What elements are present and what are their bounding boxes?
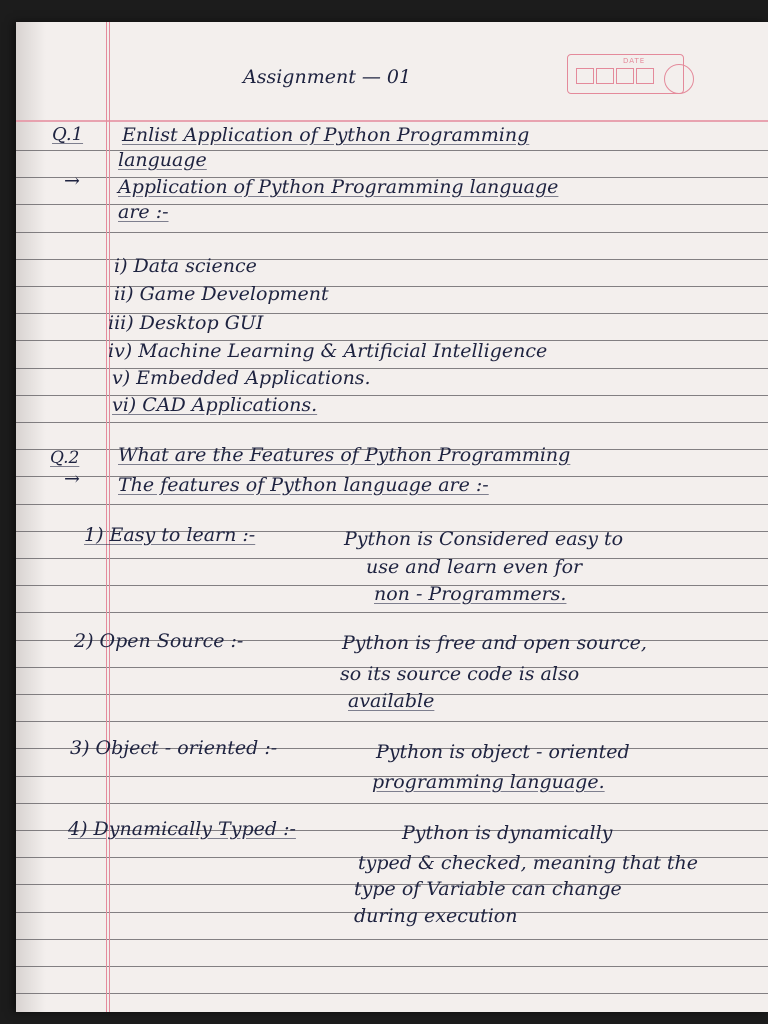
date-cell [636, 68, 654, 84]
q2-answer-intro: The features of Python language are :- [118, 474, 489, 496]
ruled-line [16, 504, 768, 505]
q1-question-line1: Enlist Application of Python Programming [122, 124, 530, 146]
q1-answer-line1: Application of Python Programming language [118, 176, 559, 198]
date-circle [664, 64, 694, 94]
feature-label: 2) Open Source :- [74, 630, 244, 652]
feature-line: programming language. [372, 771, 605, 793]
feature-label: 3) Object - oriented :- [70, 737, 278, 759]
header-rule [16, 120, 768, 122]
q2-number: Q.2 [50, 448, 80, 468]
feature-line: non - Programmers. [374, 583, 567, 605]
q1-item: iii) Desktop GUI [108, 312, 264, 334]
q1-item: v) Embedded Applications. [112, 367, 371, 389]
q1-answer-marker: → [64, 170, 80, 192]
feature-line: Python is free and open source, [342, 632, 647, 654]
ruled-line [16, 721, 768, 722]
ruled-line [16, 612, 768, 613]
page-title: Assignment — 01 [243, 66, 412, 88]
ruled-line [16, 422, 768, 423]
date-box-label: DATE [623, 57, 646, 65]
q1-item: ii) Game Development [114, 283, 329, 305]
q2-question: What are the Features of Python Programming [118, 444, 571, 466]
feature-line: so its source code is also [340, 663, 580, 685]
q1-item: vi) CAD Applications. [112, 394, 318, 416]
q1-question-line2: language [118, 149, 207, 171]
q2-answer-marker: → [64, 468, 80, 490]
ruled-line [16, 232, 768, 233]
q1-number: Q.1 [52, 124, 84, 145]
margin-line-left [106, 22, 107, 1012]
ruled-line [16, 966, 768, 967]
q1-answer-line2: are :- [118, 201, 169, 223]
feature-line: available [348, 690, 435, 712]
ruled-line [16, 803, 768, 804]
ruled-line [16, 939, 768, 940]
q1-item: iv) Machine Learning & Artificial Intelligence [108, 340, 548, 362]
feature-line: Python is Considered easy to [344, 528, 624, 550]
page-binding-shadow [16, 22, 46, 1012]
date-cell [616, 68, 634, 84]
feature-line: type of Variable can change [354, 878, 622, 900]
margin-line-left-inner [109, 22, 110, 1012]
feature-label: 1) Easy to learn :- [84, 524, 256, 546]
feature-line: typed & checked, meaning that the [358, 852, 699, 874]
date-cell [596, 68, 614, 84]
date-box [567, 54, 684, 94]
feature-line: Python is dynamically [402, 822, 613, 844]
date-cell [576, 68, 594, 84]
feature-line: during execution [354, 905, 518, 927]
feature-line: Python is object - oriented [376, 741, 630, 763]
feature-label: 4) Dynamically Typed :- [68, 818, 296, 840]
q1-item: i) Data science [114, 255, 257, 277]
feature-line: use and learn even for [366, 556, 583, 578]
ruled-line [16, 993, 768, 994]
